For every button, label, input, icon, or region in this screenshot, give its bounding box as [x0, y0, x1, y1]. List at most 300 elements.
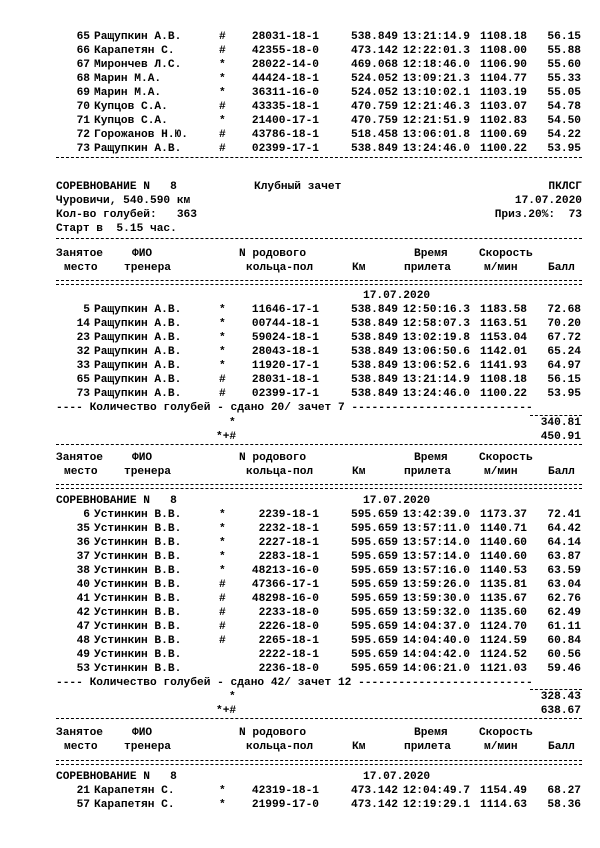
score-cell: 63.04 — [547, 579, 581, 591]
place-cell: 41 — [76, 593, 90, 605]
place-cell: 68 — [76, 73, 90, 85]
trainer-cell: Ращупкин А.В. — [94, 332, 182, 344]
total-starhash-label: *+# — [216, 431, 237, 443]
ring-cell: 2283-18-1 — [258, 551, 319, 563]
col-ring-header-2: кольца-пол — [246, 262, 314, 274]
col-time-header-2: прилета — [404, 262, 451, 274]
trainer-cell: Ращупкин А.В. — [94, 31, 182, 43]
total-star-value: 340.81 — [540, 417, 581, 429]
time-cell: 12:50:16.3 — [402, 304, 470, 316]
ring-cell: 02399-17-1 — [251, 143, 319, 155]
total-starhash-label: *+# — [216, 705, 237, 717]
place-cell: 53 — [76, 663, 90, 675]
speed-cell: 1108.00 — [480, 45, 527, 57]
place-cell: 42 — [76, 607, 90, 619]
competition-location-row — [0, 194, 600, 208]
double-separator — [56, 280, 582, 285]
score-cell: 58.36 — [547, 799, 581, 811]
speed-cell: 1140.60 — [480, 551, 527, 563]
col-place-header: Занятое — [56, 248, 103, 260]
trainer-cell: Карапетян С. — [94, 785, 175, 797]
place-cell: 57 — [76, 799, 90, 811]
score-cell: 59.46 — [547, 663, 581, 675]
table-row — [0, 550, 600, 564]
score-cell: 53.95 — [547, 143, 581, 155]
score-cell: 61.11 — [547, 621, 581, 633]
col-time-header-2: прилета — [404, 466, 451, 478]
trainer-cell: Ращупкин А.В. — [94, 360, 182, 372]
km-cell: 473.142 — [351, 45, 398, 57]
table-row — [0, 634, 600, 648]
total-star-label: * — [229, 691, 236, 703]
ring-cell: 28031-18-1 — [251, 374, 319, 386]
score-cell: 70.20 — [547, 318, 581, 330]
speed-cell: 1135.67 — [480, 593, 527, 605]
separator — [56, 157, 582, 158]
trainer-cell: Ращупкин А.В. — [94, 304, 182, 316]
speed-cell: 1183.58 — [480, 304, 527, 316]
table-header-row-2 — [0, 261, 600, 275]
mark-cell: # — [219, 129, 226, 141]
km-cell: 538.849 — [351, 332, 398, 344]
time-cell: 14:04:42.0 — [402, 649, 470, 661]
speed-cell: 1135.81 — [480, 579, 527, 591]
mark-cell: # — [219, 388, 226, 400]
table-row — [0, 317, 600, 331]
time-cell: 12:04:49.7 — [402, 785, 470, 797]
col-km-header: Км — [352, 741, 366, 753]
score-cell: 72.41 — [547, 509, 581, 521]
trainer-cell: Устинкин В.В. — [94, 621, 182, 633]
ring-cell: 2222-18-1 — [258, 649, 319, 661]
total-starhash-value: 450.91 — [540, 431, 581, 443]
col-place-header: Занятое — [56, 452, 103, 464]
col-km-header: Км — [352, 466, 366, 478]
time-cell: 13:06:52.6 — [402, 360, 470, 372]
mark-cell: # — [219, 579, 226, 591]
col-trainer-header-2: тренера — [124, 741, 171, 753]
speed-cell: 1100.22 — [480, 143, 527, 155]
score-cell: 62.49 — [547, 607, 581, 619]
time-cell: 13:42:39.0 — [402, 509, 470, 521]
table-row — [0, 128, 600, 142]
col-ring-header-2: кольца-пол — [246, 741, 314, 753]
score-cell: 72.68 — [547, 304, 581, 316]
trainer-cell: Устинкин В.В. — [94, 635, 182, 647]
trainer-cell: Марин М.А. — [94, 87, 162, 99]
place-cell: 67 — [76, 59, 90, 71]
score-cell: 64.14 — [547, 537, 581, 549]
col-score-header: Балл — [548, 741, 575, 753]
speed-cell: 1103.19 — [480, 87, 527, 99]
total-separator — [530, 689, 582, 690]
col-trainer-header: ФИО — [132, 452, 153, 464]
time-cell: 13:59:26.0 — [402, 579, 470, 591]
score-cell: 64.42 — [547, 523, 581, 535]
time-cell: 13:57:16.0 — [402, 565, 470, 577]
mark-cell: * — [219, 59, 226, 71]
competition-date: 17.07.2020 — [514, 195, 582, 207]
ring-cell: 2236-18-0 — [258, 663, 319, 675]
mark-cell: # — [219, 593, 226, 605]
ring-cell: 2265-18-1 — [258, 635, 319, 647]
place-cell: 14 — [76, 318, 90, 330]
mark-cell: # — [219, 621, 226, 633]
km-cell: 538.849 — [351, 374, 398, 386]
separator — [56, 718, 582, 719]
ring-cell: 43335-18-1 — [251, 101, 319, 113]
block-date: 17.07.2020 — [363, 290, 431, 302]
score-cell: 55.05 — [547, 87, 581, 99]
table-row — [0, 798, 600, 812]
speed-cell: 1140.71 — [480, 523, 527, 535]
separator — [56, 238, 582, 239]
col-place-header: Занятое — [56, 727, 103, 739]
trainer-cell: Мирончев Л.С. — [94, 59, 182, 71]
km-cell: 595.659 — [351, 579, 398, 591]
km-cell: 473.142 — [351, 785, 398, 797]
competition-location: Чуровичи, 540.590 км — [56, 195, 191, 207]
col-trainer-header: ФИО — [132, 727, 153, 739]
score-cell: 63.87 — [547, 551, 581, 563]
competition-birds-row — [0, 208, 600, 222]
trainer-cell: Устинкин В.В. — [94, 523, 182, 535]
mark-cell: * — [219, 318, 226, 330]
mark-cell: # — [219, 45, 226, 57]
trainer-cell: Устинкин В.В. — [94, 579, 182, 591]
col-speed-header-2: м/мин — [484, 466, 518, 478]
place-cell: 69 — [76, 87, 90, 99]
speed-cell: 1100.22 — [480, 388, 527, 400]
km-cell: 538.849 — [351, 360, 398, 372]
speed-cell: 1135.60 — [480, 607, 527, 619]
time-cell: 13:57:14.0 — [402, 551, 470, 563]
place-cell: 6 — [83, 509, 90, 521]
time-cell: 13:57:11.0 — [402, 523, 470, 535]
mark-cell: * — [219, 115, 226, 127]
km-cell: 595.659 — [351, 593, 398, 605]
mark-cell: * — [219, 785, 226, 797]
ring-cell: 28022-14-0 — [251, 59, 319, 71]
trainer-cell: Ращупкин А.В. — [94, 143, 182, 155]
km-cell: 595.659 — [351, 607, 398, 619]
block-title-row — [0, 770, 600, 784]
ring-cell: 2239-18-1 — [258, 509, 319, 521]
mark-cell: * — [219, 332, 226, 344]
col-time-header: Время — [414, 452, 448, 464]
time-cell: 12:18:46.0 — [402, 59, 470, 71]
table-row — [0, 331, 600, 345]
trainer-cell: Устинкин В.В. — [94, 537, 182, 549]
score-cell: 67.72 — [547, 332, 581, 344]
score-cell: 60.84 — [547, 635, 581, 647]
place-cell: 36 — [76, 537, 90, 549]
ring-cell: 42355-18-0 — [251, 45, 319, 57]
col-time-header: Время — [414, 727, 448, 739]
time-cell: 13:10:02.1 — [402, 87, 470, 99]
ring-cell: 48213-16-0 — [251, 565, 319, 577]
col-score-header: Балл — [548, 466, 575, 478]
total-starhash-row — [0, 430, 600, 444]
table-row — [0, 86, 600, 100]
mark-cell: * — [219, 360, 226, 372]
col-score-header: Балл — [548, 262, 575, 274]
table-row — [0, 114, 600, 128]
km-cell: 518.458 — [351, 129, 398, 141]
ring-cell: 28031-18-1 — [251, 31, 319, 43]
mark-cell: # — [219, 374, 226, 386]
trainer-cell: Карапетян С. — [94, 799, 175, 811]
col-trainer-header-2: тренера — [124, 466, 171, 478]
ring-cell: 21999-17-0 — [251, 799, 319, 811]
score-cell: 56.15 — [547, 374, 581, 386]
table-row — [0, 620, 600, 634]
table-header-row-2 — [0, 465, 600, 479]
mark-cell: * — [219, 87, 226, 99]
summary-row — [0, 401, 600, 415]
time-cell: 13:59:32.0 — [402, 607, 470, 619]
mark-cell: * — [219, 551, 226, 563]
col-speed-header: Скорость — [479, 248, 533, 260]
place-cell: 38 — [76, 565, 90, 577]
speed-cell: 1153.04 — [480, 332, 527, 344]
mark-cell: # — [219, 143, 226, 155]
table-row — [0, 592, 600, 606]
km-cell: 595.659 — [351, 565, 398, 577]
time-cell: 13:21:14.9 — [402, 374, 470, 386]
competition-title-row — [0, 180, 600, 194]
start-time: Старт в 5.15 час. — [56, 223, 177, 235]
speed-cell: 1114.63 — [480, 799, 527, 811]
speed-cell: 1140.60 — [480, 537, 527, 549]
time-cell: 14:04:40.0 — [402, 635, 470, 647]
mark-cell: * — [219, 799, 226, 811]
time-cell: 13:09:21.3 — [402, 73, 470, 85]
competition-type: Клубный зачет — [254, 181, 342, 193]
ring-cell: 59024-18-1 — [251, 332, 319, 344]
col-ring-header: N родового — [239, 248, 307, 260]
ring-cell: 02399-17-1 — [251, 388, 319, 400]
trainer-cell: Купцов С.А. — [94, 101, 168, 113]
total-star-row — [0, 690, 600, 704]
place-cell: 5 — [83, 304, 90, 316]
score-cell: 60.56 — [547, 649, 581, 661]
speed-cell: 1124.52 — [480, 649, 527, 661]
trainer-cell: Устинкин В.В. — [94, 565, 182, 577]
km-cell: 538.849 — [351, 318, 398, 330]
km-cell: 538.849 — [351, 388, 398, 400]
place-cell: 33 — [76, 360, 90, 372]
time-cell: 14:04:37.0 — [402, 621, 470, 633]
summary-text: ---- Количество голубей - сдано 42/ зачет 12 -------------------------- — [56, 677, 533, 689]
speed-cell: 1140.53 — [480, 565, 527, 577]
ring-cell: 43786-18-1 — [251, 129, 319, 141]
trainer-cell: Ращупкин А.В. — [94, 374, 182, 386]
table-row — [0, 606, 600, 620]
trainer-cell: Устинкин В.В. — [94, 649, 182, 661]
speed-cell: 1100.69 — [480, 129, 527, 141]
km-cell: 538.849 — [351, 304, 398, 316]
table-row — [0, 142, 600, 156]
place-cell: 72 — [76, 129, 90, 141]
mark-cell: * — [219, 509, 226, 521]
place-cell: 37 — [76, 551, 90, 563]
table-row — [0, 30, 600, 44]
time-cell: 13:24:46.0 — [402, 388, 470, 400]
table-header-row-1 — [0, 451, 600, 465]
place-cell: 73 — [76, 143, 90, 155]
time-cell: 13:24:46.0 — [402, 143, 470, 155]
place-cell: 65 — [76, 31, 90, 43]
time-cell: 12:21:51.9 — [402, 115, 470, 127]
table-row — [0, 662, 600, 676]
score-cell: 68.27 — [547, 785, 581, 797]
mark-cell: * — [219, 304, 226, 316]
ring-cell: 28043-18-1 — [251, 346, 319, 358]
ring-cell: 11646-17-1 — [251, 304, 319, 316]
mark-cell: # — [219, 101, 226, 113]
time-cell: 14:06:21.0 — [402, 663, 470, 675]
table-row — [0, 784, 600, 798]
score-cell: 63.59 — [547, 565, 581, 577]
trainer-cell: Устинкин В.В. — [94, 663, 182, 675]
km-cell: 595.659 — [351, 551, 398, 563]
trainer-cell: Ращупкин А.В. — [94, 318, 182, 330]
speed-cell: 1142.01 — [480, 346, 527, 358]
km-cell: 595.659 — [351, 621, 398, 633]
trainer-cell: Устинкин В.В. — [94, 593, 182, 605]
trainer-cell: Марин М.А. — [94, 73, 162, 85]
km-cell: 470.759 — [351, 101, 398, 113]
time-cell: 13:02:19.8 — [402, 332, 470, 344]
km-cell: 538.849 — [351, 31, 398, 43]
speed-cell: 1124.59 — [480, 635, 527, 647]
km-cell: 524.052 — [351, 87, 398, 99]
mark-cell: # — [219, 635, 226, 647]
speed-cell: 1163.51 — [480, 318, 527, 330]
km-cell: 524.052 — [351, 73, 398, 85]
col-speed-header: Скорость — [479, 452, 533, 464]
mark-cell: * — [219, 73, 226, 85]
place-cell: 21 — [76, 785, 90, 797]
col-place-header-2: место — [64, 741, 98, 753]
km-cell: 595.659 — [351, 537, 398, 549]
km-cell: 595.659 — [351, 649, 398, 661]
competition-title: СОРЕВНОВАНИЕ N 8 — [56, 181, 177, 193]
km-cell: 473.142 — [351, 799, 398, 811]
km-cell: 538.849 — [351, 346, 398, 358]
block-date: 17.07.2020 — [363, 495, 431, 507]
table-row — [0, 508, 600, 522]
table-row — [0, 345, 600, 359]
place-cell: 23 — [76, 332, 90, 344]
table-row — [0, 387, 600, 401]
summary-text: ---- Количество голубей - сдано 20/ зачет 7 --------------------------- — [56, 402, 533, 414]
speed-cell: 1154.49 — [480, 785, 527, 797]
km-cell: 470.759 — [351, 115, 398, 127]
km-cell: 469.068 — [351, 59, 398, 71]
table-row — [0, 373, 600, 387]
score-cell: 62.76 — [547, 593, 581, 605]
table-row — [0, 303, 600, 317]
table-row — [0, 564, 600, 578]
table-row — [0, 44, 600, 58]
place-cell: 49 — [76, 649, 90, 661]
total-star-value: 328.43 — [540, 691, 581, 703]
place-cell: 32 — [76, 346, 90, 358]
score-cell: 53.95 — [547, 388, 581, 400]
trainer-cell: Горожанов Н.Ю. — [94, 129, 188, 141]
col-ring-header-2: кольца-пол — [246, 466, 314, 478]
mark-cell: # — [219, 607, 226, 619]
time-cell: 13:06:01.8 — [402, 129, 470, 141]
mark-cell: * — [219, 346, 226, 358]
speed-cell: 1141.93 — [480, 360, 527, 372]
col-place-header-2: место — [64, 262, 98, 274]
summary-row — [0, 676, 600, 690]
block-title-row — [0, 494, 600, 508]
time-cell: 13:21:14.9 — [402, 31, 470, 43]
col-place-header-2: место — [64, 466, 98, 478]
col-time-header: Время — [414, 248, 448, 260]
table-row — [0, 72, 600, 86]
ring-cell: 2233-18-0 — [258, 607, 319, 619]
mark-cell: # — [219, 31, 226, 43]
prize-percent: Приз.20%: 73 — [494, 209, 582, 221]
table-row — [0, 58, 600, 72]
competition-start-row — [0, 222, 600, 236]
speed-cell: 1103.07 — [480, 101, 527, 113]
table-row — [0, 578, 600, 592]
col-speed-header: Скорость — [479, 727, 533, 739]
trainer-cell: Устинкин В.В. — [94, 607, 182, 619]
trainer-cell: Ращупкин А.В. — [94, 388, 182, 400]
total-star-label: * — [229, 417, 236, 429]
place-cell: 35 — [76, 523, 90, 535]
speed-cell: 1108.18 — [480, 31, 527, 43]
ring-cell: 36311-16-0 — [251, 87, 319, 99]
place-cell: 71 — [76, 115, 90, 127]
table-header-row-1 — [0, 726, 600, 740]
col-trainer-header-2: тренера — [124, 262, 171, 274]
place-cell: 65 — [76, 374, 90, 386]
score-cell: 54.50 — [547, 115, 581, 127]
organizer: ПКЛСГ — [548, 181, 582, 193]
km-cell: 538.849 — [351, 143, 398, 155]
place-cell: 66 — [76, 45, 90, 57]
col-speed-header-2: м/мин — [484, 262, 518, 274]
score-cell: 54.78 — [547, 101, 581, 113]
mark-cell: * — [219, 537, 226, 549]
speed-cell: 1104.77 — [480, 73, 527, 85]
total-starhash-value: 638.67 — [540, 705, 581, 717]
col-km-header: Км — [352, 262, 366, 274]
mark-cell: * — [219, 523, 226, 535]
time-cell: 12:58:07.3 — [402, 318, 470, 330]
km-cell: 595.659 — [351, 509, 398, 521]
place-cell: 70 — [76, 101, 90, 113]
mark-cell: * — [219, 565, 226, 577]
col-trainer-header: ФИО — [132, 248, 153, 260]
double-separator — [56, 484, 582, 489]
score-cell: 65.24 — [547, 346, 581, 358]
score-cell: 54.22 — [547, 129, 581, 141]
block-title: СОРЕВНОВАНИЕ N 8 — [56, 495, 177, 507]
speed-cell: 1173.37 — [480, 509, 527, 521]
trainer-cell: Купцов С.А. — [94, 115, 168, 127]
time-cell: 12:22:01.3 — [402, 45, 470, 57]
table-row — [0, 100, 600, 114]
